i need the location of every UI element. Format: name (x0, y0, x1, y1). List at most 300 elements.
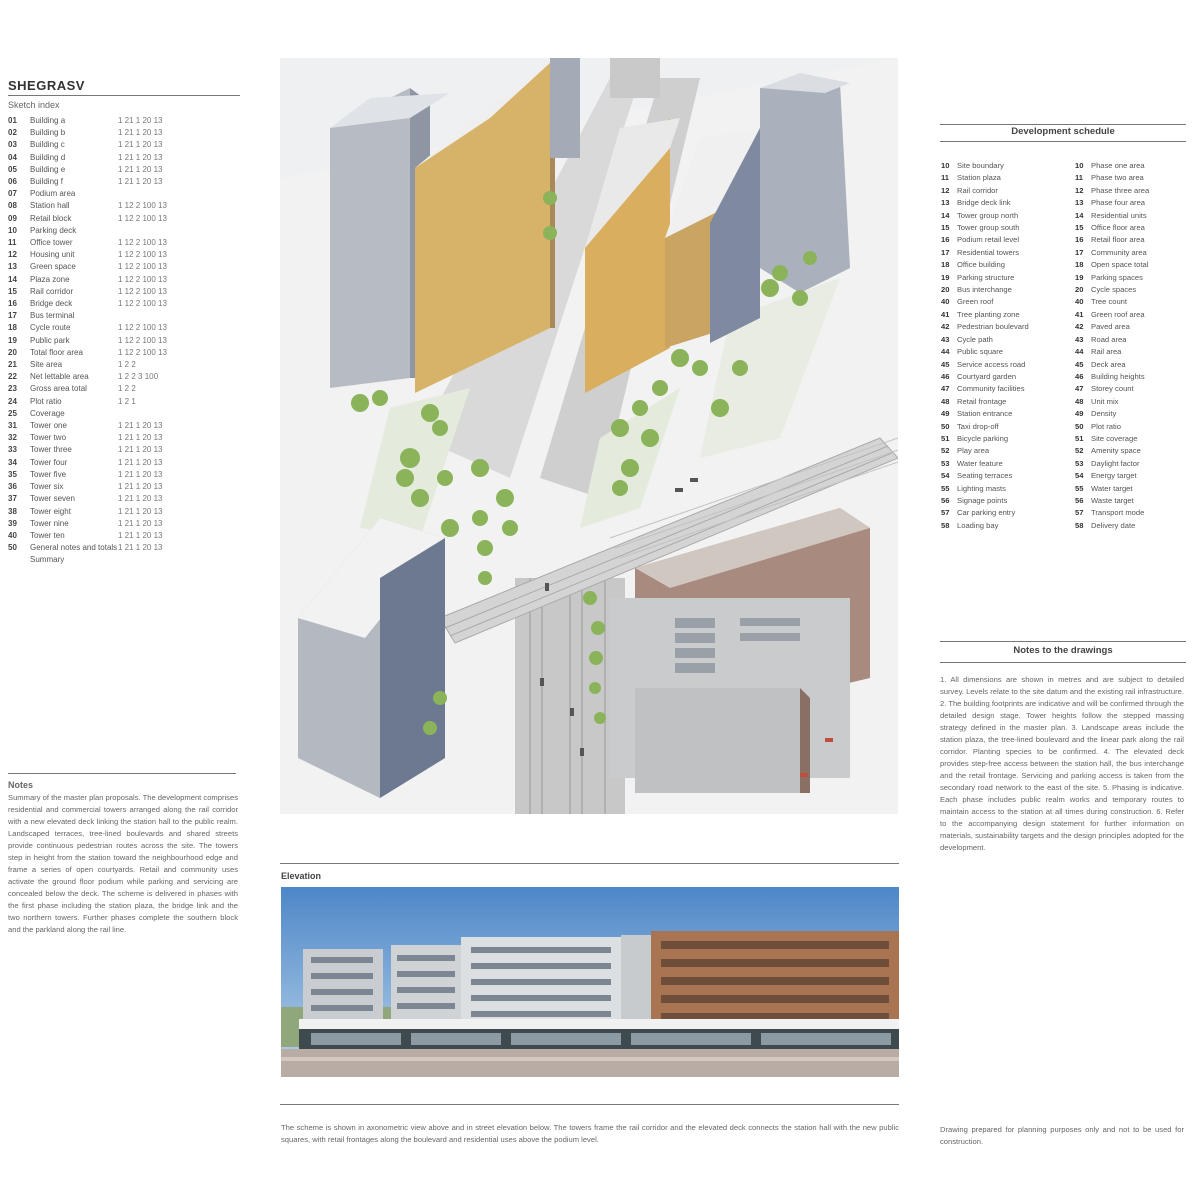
schedule-value: 1 21 1 20 13 (118, 177, 163, 187)
key-text: Green roof (957, 297, 994, 307)
schedule-value: 1 12 2 100 13 (118, 201, 167, 211)
schedule-label: Retail block (30, 213, 72, 223)
key-number: 57 (941, 508, 950, 518)
schedule-row (8, 457, 240, 469)
schedule-row (8, 481, 240, 493)
schedule-row (8, 335, 240, 347)
key-row (1075, 160, 1190, 172)
key-number: 10 (941, 161, 950, 170)
key-row (1075, 495, 1190, 507)
key-row (1075, 197, 1190, 209)
key-row (941, 309, 1071, 321)
key-number: 16 (941, 235, 950, 245)
key-text: Water feature (957, 458, 1003, 468)
key-number: 58 (1075, 520, 1084, 530)
key-text: Courtyard garden (957, 371, 1017, 381)
key-text: Tower group north (957, 210, 1019, 220)
key-row (1075, 433, 1190, 445)
schedule-code: 32 (8, 433, 17, 443)
key-text: Rail corridor (957, 185, 998, 195)
key-number: 54 (1075, 471, 1084, 481)
key-text: Bicycle parking (957, 433, 1009, 443)
schedule-row (8, 444, 240, 456)
center-caption: The scheme is shown in axonometric view above and in street elevation below. The towers frame the rail corridor and the elevated deck connects the station hall with the new public squares, with retail frontages along the boulevard and residential uses above the podium level. (281, 1123, 899, 1144)
key-row (1075, 234, 1190, 246)
key-text: Amenity space (1091, 446, 1141, 456)
schedule-label: Bus terminal (30, 311, 75, 321)
schedule-row (8, 542, 240, 554)
schedule-code: 36 (8, 482, 17, 492)
key-row (941, 495, 1071, 507)
key-number: 47 (1075, 384, 1084, 394)
schedule-label: Podium area (30, 189, 76, 199)
key-text: Office floor area (1091, 223, 1145, 233)
schedule-code: 04 (8, 152, 17, 162)
left-subtitle: Sketch index (8, 100, 60, 110)
key-text: Paved area (1091, 322, 1130, 332)
key-number: 53 (1075, 458, 1084, 468)
key-row (941, 197, 1071, 209)
key-number: 48 (1075, 396, 1084, 406)
schedule-code: 09 (8, 213, 17, 223)
schedule-label: Housing unit (30, 250, 75, 260)
schedule-code: 05 (8, 164, 17, 174)
key-text: Taxi drop-off (957, 421, 999, 431)
notes-rule-bottom (940, 662, 1186, 663)
left-notes-heading: Notes (8, 780, 34, 790)
key-text: Open space total (1091, 260, 1149, 270)
key-text: Water target (1091, 483, 1133, 493)
schedule-label: Building c (30, 140, 65, 150)
key-text: Density (1091, 409, 1117, 419)
key-number: 15 (1075, 223, 1084, 233)
key-number: 40 (941, 297, 950, 307)
key-text: Residential units (1091, 210, 1147, 220)
schedule-row (8, 359, 240, 371)
schedule-value: 1 12 2 100 13 (118, 238, 167, 248)
key-row (941, 408, 1071, 420)
key-text: Tower group south (957, 223, 1020, 233)
key-text: Cycle path (957, 334, 993, 344)
schedule-value: 1 21 1 20 13 (118, 494, 163, 504)
key-row (941, 470, 1071, 482)
key-text: Parking structure (957, 272, 1015, 282)
axonometric-illustration (280, 58, 898, 814)
key-number: 10 (1075, 161, 1084, 170)
key-text: Phase four area (1091, 198, 1146, 208)
schedule-code: 20 (8, 347, 17, 357)
schedule-label: Tower three (30, 445, 72, 455)
schedule-code: 02 (8, 128, 17, 138)
schedule-row (8, 298, 240, 310)
key-number: 51 (941, 433, 950, 443)
schedule-label: Parking deck (30, 225, 77, 235)
key-number: 14 (1075, 210, 1084, 220)
key-number: 52 (1075, 446, 1084, 456)
schedule-value: 1 21 1 20 13 (118, 128, 163, 138)
schedule-code: 50 (8, 543, 17, 553)
schedule-label: Rail corridor (30, 286, 74, 296)
schedule-label: Plot ratio (30, 396, 62, 406)
key-row (941, 483, 1071, 495)
key-row (1075, 284, 1190, 296)
schedule-row (8, 469, 240, 481)
schedule-value: 1 21 1 20 13 (118, 433, 163, 443)
notes-rule-top (940, 641, 1186, 642)
schedule-row (8, 506, 240, 518)
schedule-list (8, 115, 240, 567)
schedule-row (8, 200, 240, 212)
key-number: 16 (1075, 235, 1084, 245)
key-text: Public square (957, 347, 1004, 357)
key-row (1075, 334, 1190, 346)
schedule-code: 18 (8, 323, 17, 333)
key-number: 49 (941, 409, 950, 419)
key-number: 14 (941, 210, 950, 220)
key-row (941, 371, 1071, 383)
notes-paragraph: 1. All dimensions are shown in metres and are subject to detailed survey. Levels relate to the site datum and the existing rail infrastructure. 2. The building footprints are indicative and will be confirmed through the detailed design stage. Tower heights follow the stepped massing strategy defined in the master plan. 3. Landscape areas include the station plaza, the tree-lined boulevard and the linear park along the rail corridor. Planting species to be confirmed. 4. The elevated deck provides step-free access between the station hall, the bus interchange and the retail frontage. Servicing and parking access is taken from the secondary road network to the east of the site. 5. Phasing is indicative. Each phase includes public realm works and temporary routes to maintain access to the station at all times during construction. 6. Refer to the accompanying design statement for further information on materials, sustainability targets and the design principles adopted for the development. (940, 675, 1184, 852)
key-row (941, 507, 1071, 519)
key-row (1075, 408, 1190, 420)
key-row (941, 284, 1071, 296)
schedule-value: 1 21 1 20 13 (118, 543, 163, 553)
schedule-code: 08 (8, 201, 17, 211)
schedule-row (8, 213, 240, 225)
schedule-row (8, 396, 240, 408)
schedule-row (8, 493, 240, 505)
schedule-label: Tower one (30, 421, 67, 431)
schedule-row (8, 383, 240, 395)
schedule-label: Tower seven (30, 494, 75, 504)
schedule-label: Green space (30, 262, 76, 272)
key-text: Bus interchange (957, 285, 1012, 295)
key-row (941, 433, 1071, 445)
key-row (941, 520, 1071, 532)
key-number: 18 (941, 260, 950, 270)
schedule-label: Building d (30, 152, 66, 162)
key-row (941, 421, 1071, 433)
key-row (941, 296, 1071, 308)
key-text: Service access road (957, 359, 1026, 369)
key-row (1075, 520, 1190, 532)
key-text: Station plaza (957, 173, 1001, 183)
key-text: Storey count (1091, 384, 1134, 394)
elevation-label: Elevation (281, 871, 322, 881)
schedule-code: 10 (8, 225, 17, 235)
schedule-value: 1 2 1 (118, 396, 136, 406)
key-number: 45 (941, 359, 950, 369)
key-number: 12 (1075, 185, 1084, 195)
key-number: 41 (941, 309, 950, 319)
key-number: 47 (941, 384, 950, 394)
key-row (1075, 396, 1190, 408)
key-number: 17 (1075, 247, 1084, 257)
schedule-value: 1 21 1 20 13 (118, 506, 163, 516)
key-row (1075, 371, 1190, 383)
key-row (941, 272, 1071, 284)
schedule-row (8, 322, 240, 334)
schedule-label: Office tower (30, 238, 73, 248)
key-text: Deck area (1091, 359, 1126, 369)
key-text: Lighting masts (957, 483, 1006, 493)
schedule-label: Coverage (30, 408, 65, 418)
right-footer-text: Drawing prepared for planning purposes only and not to be used for construction. (940, 1125, 1184, 1146)
schedule-value: 1 12 2 100 13 (118, 262, 167, 272)
schedule-row (8, 432, 240, 444)
schedule-value: 1 21 1 20 13 (118, 421, 163, 431)
schedule-label: Tower four (30, 457, 68, 467)
schedule-code: 25 (8, 408, 17, 418)
key-row (941, 383, 1071, 395)
key-text: Phase three area (1091, 185, 1150, 195)
key-text: Seating terraces (957, 471, 1013, 481)
key-row (1075, 210, 1190, 222)
key-row (1075, 470, 1190, 482)
schedule-label: Tower eight (30, 506, 71, 516)
key-number: 57 (1075, 508, 1084, 518)
schedule-row (8, 139, 240, 151)
key-row (941, 247, 1071, 259)
schedule-value: 1 21 1 20 13 (118, 457, 163, 467)
key-text: Building heights (1091, 371, 1145, 381)
key-number: 44 (1075, 347, 1084, 357)
schedule-code: 33 (8, 445, 17, 455)
schedule-label: Tower six (30, 482, 64, 492)
schedule-value: 1 12 2 100 13 (118, 299, 167, 309)
key-row (941, 160, 1071, 172)
key-number: 55 (941, 483, 950, 493)
schedule-code: 07 (8, 189, 17, 199)
schedule-row (8, 554, 240, 566)
schedule-row (8, 249, 240, 261)
schedule-row (8, 347, 240, 359)
key-number: 46 (941, 371, 950, 381)
key-number: 42 (941, 322, 950, 332)
schedule-code: 37 (8, 494, 17, 504)
key-text: Rail area (1091, 347, 1122, 357)
schedule-row (8, 225, 240, 237)
schedule-value: 1 2 2 3 100 (118, 372, 159, 382)
key-text: Pedestrian boulevard (957, 322, 1029, 332)
schedule-code: 17 (8, 311, 17, 321)
key-row (1075, 222, 1190, 234)
schedule-code: 06 (8, 177, 17, 187)
key-number: 48 (941, 396, 950, 406)
schedule-value: 1 12 2 100 13 (118, 335, 167, 345)
schedule-row (8, 176, 240, 188)
schedule-row (8, 261, 240, 273)
key-number: 19 (1075, 272, 1084, 282)
key-number: 19 (941, 272, 950, 282)
schedule-code: 01 (8, 116, 17, 125)
schedule-label: Site area (30, 360, 63, 370)
key-text: Signage points (957, 495, 1008, 505)
schedule-label: Cycle route (30, 323, 71, 333)
key-text: Daylight factor (1091, 458, 1140, 468)
key-row (1075, 272, 1190, 284)
key-row (1075, 507, 1190, 519)
key-row (1075, 445, 1190, 457)
schedule-value: 1 21 1 20 13 (118, 152, 163, 162)
schedule-value: 1 21 1 20 13 (118, 445, 163, 455)
key-text: Transport mode (1091, 508, 1145, 518)
key-text: Cycle spaces (1091, 285, 1137, 295)
schedule-value: 1 21 1 20 13 (118, 116, 163, 125)
schedule-row (8, 274, 240, 286)
key-row (1075, 247, 1190, 259)
key-number: 56 (941, 495, 950, 505)
key-text: Site coverage (1091, 433, 1138, 443)
key-row (1075, 296, 1190, 308)
schedule-code: 16 (8, 299, 17, 309)
schedule-row (8, 286, 240, 298)
schedule-label: Tower ten (30, 530, 65, 540)
key-text: Road area (1091, 334, 1127, 344)
key-row (941, 185, 1071, 197)
left-notes-rule (8, 773, 236, 774)
schedule-value: 1 21 1 20 13 (118, 518, 163, 528)
key-row (941, 346, 1071, 358)
schedule-code: 31 (8, 421, 17, 431)
street-elevation-image (281, 887, 899, 1077)
key-number: 43 (1075, 334, 1084, 344)
key-number: 45 (1075, 359, 1084, 369)
schedule-label: Building f (30, 177, 63, 187)
key-number: 15 (941, 223, 950, 233)
key-text: Tree planting zone (957, 309, 1020, 319)
key-number: 11 (941, 173, 950, 183)
schedule-value: 1 21 1 20 13 (118, 530, 163, 540)
schedule-row (8, 152, 240, 164)
schedule-row (8, 408, 240, 420)
schedule-value: 1 12 2 100 13 (118, 347, 167, 357)
left-notes-paragraph: Summary of the master plan proposals. The development comprises residential and commercial towers arranged along the rail corridor with a new elevated deck linking the station hall to the public realm. Landscaped terraces, tree-lined boulevards and shared streets provide continuous pedestrian routes across the site. The towers step in height from the station toward the neighbourhood edge and frame a series of open courtyards. Retail and community uses activate the ground floor podium while parking and servicing are concealed below the deck. The scheme is delivered in phases with the first phase including the station plaza, the bridge link and the two northern towers. Further phases complete the southern block and the parkland along the rail line. (8, 793, 238, 934)
key-row (941, 172, 1071, 184)
schedule-label: Public park (30, 335, 70, 345)
right-top-rule (940, 124, 1186, 125)
schedule-value: 1 12 2 100 13 (118, 250, 167, 260)
schedule-row (8, 518, 240, 530)
schedule-code: 39 (8, 518, 17, 528)
schedule-code: 19 (8, 335, 17, 345)
key-row (941, 222, 1071, 234)
key-number: 55 (1075, 483, 1084, 493)
schedule-code: 21 (8, 360, 17, 370)
schedule-code: 38 (8, 506, 17, 516)
key-number: 53 (941, 458, 950, 468)
key-number: 56 (1075, 495, 1084, 505)
key-text: Unit mix (1091, 396, 1119, 406)
schedule-label: Total floor area (30, 347, 83, 357)
key-number: 41 (1075, 309, 1084, 319)
schedule-row (8, 420, 240, 432)
key-number: 51 (1075, 433, 1084, 443)
key-text: Plot ratio (1091, 421, 1121, 431)
key-row (941, 445, 1071, 457)
key-number: 42 (1075, 322, 1084, 332)
key-column-a (941, 160, 1071, 532)
key-number: 18 (1075, 260, 1084, 270)
schedule-row (8, 237, 240, 249)
schedule-value: 1 21 1 20 13 (118, 164, 163, 174)
key-number: 50 (941, 421, 950, 431)
schedule-code (8, 554, 30, 566)
schedule-label: Gross area total (30, 384, 87, 394)
schedule-label: Plaza zone (30, 274, 70, 284)
key-number: 50 (1075, 421, 1084, 431)
key-number: 12 (941, 185, 950, 195)
schedule-row (8, 310, 240, 322)
key-row (941, 458, 1071, 470)
key-text: Retail floor area (1091, 235, 1145, 245)
key-row (1075, 383, 1190, 395)
key-text: Car parking entry (957, 508, 1016, 518)
elevation-rule (280, 863, 899, 864)
schedule-value: 1 12 2 100 13 (118, 213, 167, 223)
schedule-code: 13 (8, 262, 17, 272)
key-row (1075, 321, 1190, 333)
key-row (1075, 359, 1190, 371)
left-title-rule (8, 95, 240, 96)
schedule-label: General notes and totals (30, 543, 118, 553)
key-number: 43 (941, 334, 950, 344)
key-row (1075, 172, 1190, 184)
schedule-row (8, 371, 240, 383)
key-text: Residential towers (957, 247, 1020, 257)
schedule-code: 11 (8, 238, 17, 248)
key-number: 13 (1075, 198, 1084, 208)
key-text: Parking spaces (1091, 272, 1143, 282)
key-text: Retail frontage (957, 396, 1007, 406)
schedule-value: 1 2 2 (118, 384, 136, 394)
schedule-label: Building e (30, 164, 66, 174)
key-column-b (1075, 160, 1190, 532)
schedule-label: Tower two (30, 433, 67, 443)
key-row (941, 234, 1071, 246)
key-number: 54 (941, 471, 950, 481)
schedule-code: 35 (8, 469, 17, 479)
key-number: 46 (1075, 371, 1084, 381)
schedule-row (8, 127, 240, 139)
key-text: Bridge deck link (957, 198, 1011, 208)
key-row (941, 210, 1071, 222)
key-row (941, 334, 1071, 346)
schedule-row (8, 115, 240, 127)
schedule-label: Station hall (30, 201, 70, 211)
key-text: Loading bay (957, 520, 999, 530)
schedule-label: Bridge deck (30, 299, 73, 309)
schedule-value: 1 21 1 20 13 (118, 482, 163, 492)
key-number: 40 (1075, 297, 1084, 307)
key-text: Waste target (1091, 495, 1134, 505)
schedule-label: Net lettable area (30, 372, 89, 382)
key-text: Tree count (1091, 297, 1128, 307)
key-row (1075, 458, 1190, 470)
key-number: 20 (941, 285, 950, 295)
schedule-value: 1 2 2 (118, 360, 136, 370)
schedule-value: 1 12 2 100 13 (118, 274, 167, 284)
key-number: 17 (941, 247, 950, 257)
schedule-value: 1 21 1 20 13 (118, 469, 163, 479)
schedule-code: 03 (8, 140, 17, 150)
schedule-label: Summary (30, 555, 65, 565)
key-text: Community area (1091, 247, 1147, 257)
key-number: 49 (1075, 409, 1084, 419)
key-text: Site boundary (957, 161, 1004, 170)
key-row (941, 359, 1071, 371)
schedule-row (8, 188, 240, 200)
schedule-label: Tower five (30, 469, 67, 479)
